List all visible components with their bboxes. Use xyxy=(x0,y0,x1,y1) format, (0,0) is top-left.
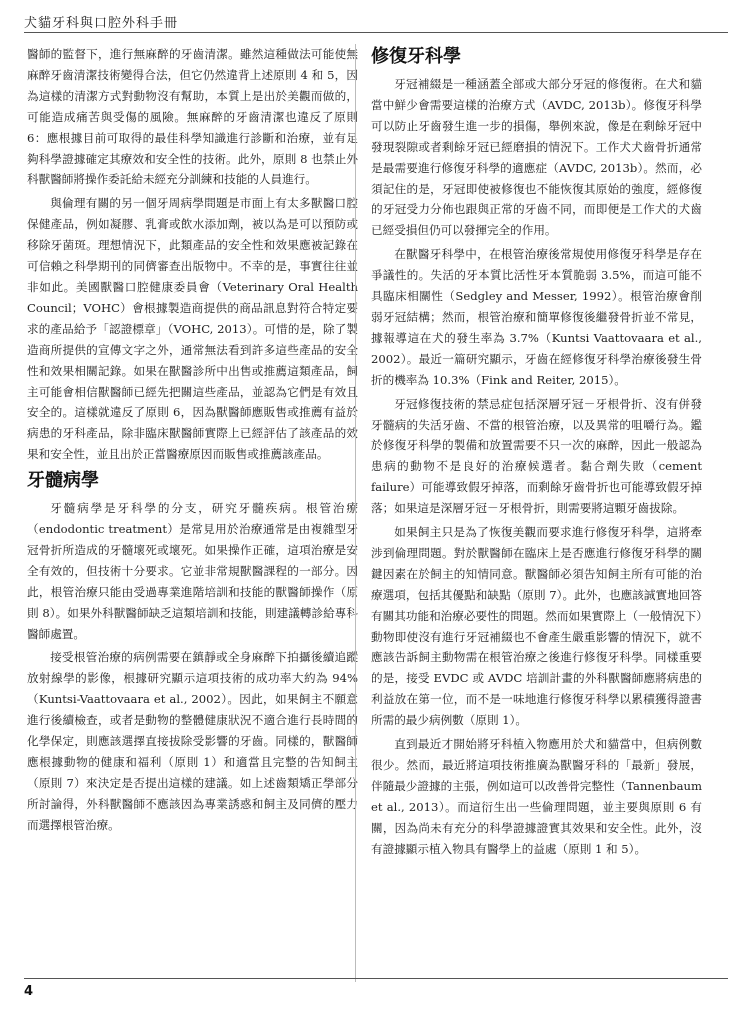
paragraph: 與倫理有關的另一個牙周病學問題是市面上有太多獸醫口腔保健產品，例如凝膠、乳膏或飲水添加劑，被以為是可以預防或移除牙菌斑。理想情況下，此類產品的安全性和效果應被記錄在可信賴之科學期刊的同儕審查出版物中。不幸的是，事實往往並非如此。美國獸醫口腔健康委員會（Veterinary Oral Health Council；VOHC）會根據製造商提供的商品訊息對符合特定要求的產品給予「認證標章」（VOHC, 2013）。可惜的是，除了製造商所提供的宣傳文字之外，通常無法看到許多這些產品的安全性和效果相關記錄。如果在獸醫診所中出售或推薦這類產品，飼主可能會相信獸醫師已經先把關這些產品，並認為它們是有效且安全的。這樣就違反了原則 6，因為獸醫師應販售或推薦有益於病患的牙科產品，除非臨床獸醫師實際上已經評估了該產品的效果和安全性，並且出於正當醫療原因而販售或推薦該產品。 xyxy=(27,196,358,462)
left-column xyxy=(27,44,358,839)
footer-rule xyxy=(24,978,728,979)
paragraph: 牙髓病學是牙科學的分支，研究牙髓疾病。根管治療（endodontic treatment）是常見用於治療通常是由複雜型牙冠骨折所造成的牙髓壞死或壞死。如果操作正確，這項治療是安全有效的，但技術十分要求。它並非常規獸醫課程的一部分。因此，根管治療只能由受過專業進階培訓和技能的獸醫師操作（原則 8）。如果外科獸醫師缺乏這類培訓和技能，則建議轉診給專科醫師處置。 xyxy=(27,501,358,641)
paragraph: 直到最近才開始將牙科植入物應用於犬和貓當中，但病例數很少。然而，最近將這項技術推廣為獸醫牙科的「最新」發展，伴隨最少證據的主張，例如這可以改善骨完整性（Tannenbaum et al., 2013）。而這衍生出一些倫理問題，並主要與原則 6 有關，因為尚未有充分的科學證據證實其效果和安全性。此外，沒有證據顯示植入物具有醫學上的益處（原則 1 和 5）。 xyxy=(371,737,702,856)
paragraph: 牙冠補綴是一種涵蓋全部或大部分牙冠的修復術。在犬和貓當中鮮少會需要這樣的治療方式（AVDC, 2013b）。修復牙科學可以防止牙齒發生進一步的損傷，舉例來說，像是在剩餘牙冠中發現裂隙或者剩餘牙冠已經磨損的情況下。工作犬犬齒骨折通常是最需要進行修復牙科學的適應症（AVDC, 2013b）。然而，必須記住的是，牙冠即使被修復也不能恢復其原始的強度，經修復的牙冠受力分佈也跟與正常的牙齒不同，而即便是工作犬的犬齒已經受損但仍可以發揮完全的作用。 xyxy=(371,77,702,238)
section-heading-restorative-dentistry: 修復牙科學 xyxy=(371,46,461,67)
paragraph: 接受根管治療的病例需要在鎮靜或全身麻醉下拍攝後續追蹤放射線學的影像，根據研究顯示這項技術的成功率大約為 94%（Kuntsi-Vaattovaara et al., 2002）。因此，如果飼主不願意進行後續檢查，或者是動物的整體健康狀況不適合進行長時間的化學保定，則應該選擇直接拔除受影響的牙齒。同樣的，獸醫師應根據動物的健康和福利（原則 1）和適當且完整的告知飼主（原則 7）來決定是否提出這樣的建議。如上述齒類矯正學部分所討論得，外科獸醫師不應該因為專業誘惑和飼主及同儕的壓力而選擇根管治療。 xyxy=(27,650,358,832)
paragraph: 在獸醫牙科學中，在根管治療後常規使用修復牙科學是存在爭議性的。失活的牙本質比活性牙本質脆弱 3.5%，而這可能不具臨床相關性（Sedgley and Messer, 1992）。根管治療會削弱牙冠結構；然而，根管治療和簡單修復後繼發骨折並不常見，據報導這在犬的發生率為 3.7%（Kuntsi Vaattovaara et al., 2002）。最近一篇研究顯示，牙齒在經修復牙科學治療後發生骨折的機率為 10.3%（Fink and Reiter, 2015）。 xyxy=(371,247,702,387)
paragraph: 如果飼主只是為了恢復美觀而要求進行修復牙科學，這將牽涉到倫理問題。對於獸醫師在臨床上是否應進行修復牙科學的關鍵因素在於飼主的知情同意。獸醫師必須告知飼主所有可能的治療選項，包括其優點和缺點（原則 7）。此外，也應該誠實地回答有關其功能和治療必要性的問題。然而如果實際上（一般情況下）動物即使沒有進行牙冠補綴也不會產生嚴重影響的情況下，就不應該告訴飼主動物需在根管治療之後進行修復牙科學。同樣重要的是，接受 EVDC 或 AVDC 培訓計畫的外科獸醫師應將病患的利益放在第一位，而不是一味地進行修復牙科學以累積獲得證書所需的最少病例數（原則 1）。 xyxy=(371,525,702,728)
running-header xyxy=(24,12,728,34)
book-title: 犬貓牙科與口腔外科手冊 xyxy=(24,16,179,31)
right-column xyxy=(371,44,702,863)
header-rule xyxy=(24,32,728,33)
section-heading-endodontics: 牙髓病學 xyxy=(27,470,99,492)
column-divider xyxy=(355,44,356,982)
page-number: 4 xyxy=(24,984,34,999)
paragraph: 牙冠修復技術的禁忌症包括深層牙冠－牙根骨折、沒有併發牙髓病的失活牙齒、不當的根管治療，以及異常的咀嚼行為。鑑於修復牙科學的製備和放置需要不只一次的麻醉，因此一般認為患病的動物不是良好的治療候選者。黏合劑失敗（cement failure）可能導致假牙掉落，而剩餘牙齒骨折也可能導致假牙掉落；如果這是深層牙冠－牙根骨折，則需要將這顆牙齒拔除。 xyxy=(371,396,702,516)
paragraph: 醫師的監督下，進行無麻醉的牙齒清潔。雖然這種做法可能使無麻醉牙齒清潔技術變得合法，但它仍然違背上述原則 4 和 5，因為這樣的清潔方式對動物沒有幫助，本質上是出於美觀而做的，可能造成痛苦與受傷的風險。無麻醉的牙齒清潔也違反了原則 6：應根據目前可取得的最佳科學知識進行診斷和治療，並有足夠科學證據確定其療效和安全性的技術。此外，原則 8 也禁止外科獸醫師將操作委託給未經充分訓練和技能的人員進行。 xyxy=(27,47,358,187)
